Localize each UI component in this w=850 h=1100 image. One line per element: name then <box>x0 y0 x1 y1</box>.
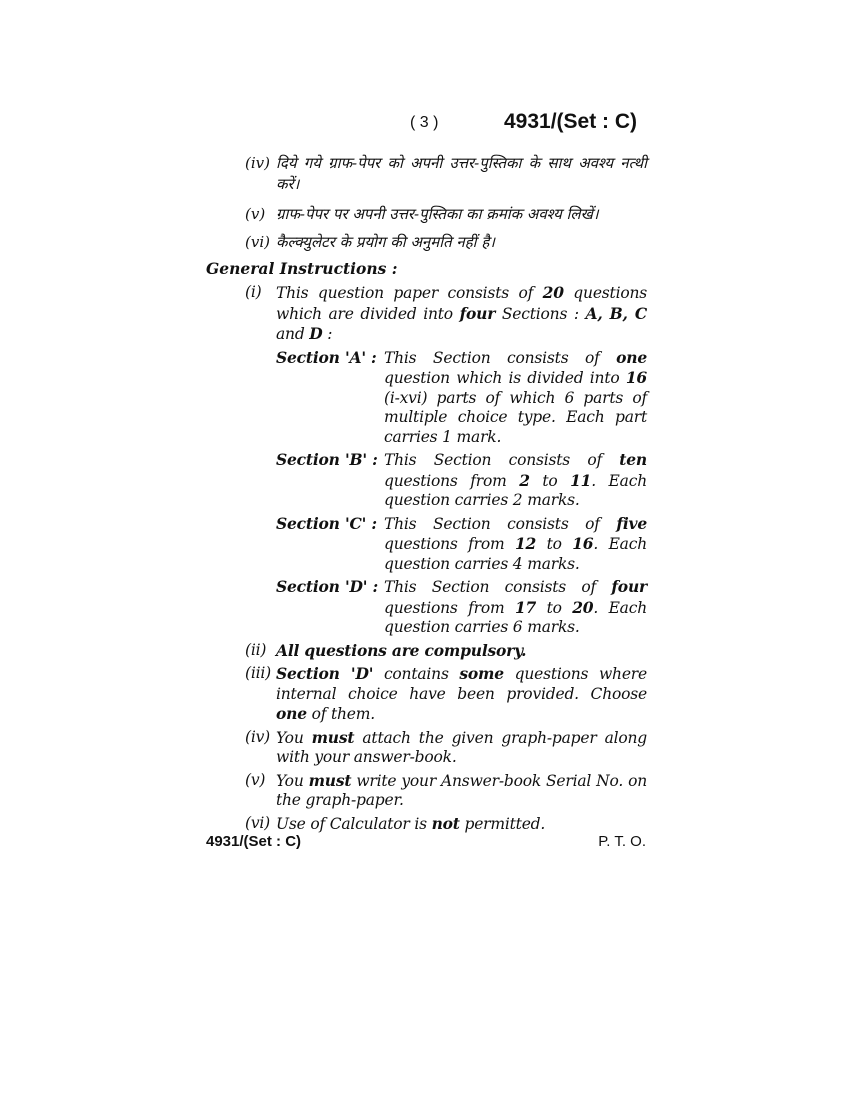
section-d-text: This Section consists of four questions from 17 to 20. Each question carries 6 marks. <box>384 577 647 636</box>
footer-set-code: 4931/(Set : C) <box>206 833 302 850</box>
hindi-instruction-vi <box>245 232 647 253</box>
section-c-description <box>276 514 647 575</box>
instruction-iii-number: (iii) <box>245 664 271 682</box>
instruction-ii <box>245 641 647 662</box>
instruction-iv <box>245 728 647 768</box>
hindi-instruction-iv-number: (iv) <box>245 154 270 172</box>
hindi-instruction-v <box>245 204 647 225</box>
hindi-instruction-vi-number: (vi) <box>245 233 270 251</box>
instruction-iv-text: You must attach the given graph-paper along with your answer-book. <box>276 727 647 766</box>
instruction-ii-number: (ii) <box>245 640 267 659</box>
section-a-text: This Section consists of one question which is divided into 16 (i-xvi) parts of which 6 parts of multiple choice type. Each part carries 1 mark. <box>384 347 647 446</box>
section-a-description <box>276 348 647 448</box>
hindi-instruction-v-number: (v) <box>245 205 266 223</box>
page-number: ( 3 ) <box>410 114 439 131</box>
section-b-description <box>276 450 647 511</box>
section-d-description <box>276 577 647 638</box>
instruction-iii <box>245 664 647 725</box>
instruction-vi-text: Use of Calculator is not permitted. <box>276 813 546 833</box>
footer-pto: P. T. O. <box>598 833 646 850</box>
instruction-iv-number: (iv) <box>245 727 271 746</box>
set-code-header: 4931/(Set : C) <box>504 110 638 133</box>
general-instructions-list <box>245 283 647 837</box>
instruction-i-text: This question paper consists of 20 questions which are divided into four Sections : A, B, C and D : <box>276 283 647 343</box>
section-a-label: Section 'A' : <box>276 347 377 367</box>
hindi-instruction-vi-text: कैल्क्युलेटर के प्रयोग की अनुमति नहीं है। <box>276 233 495 251</box>
instruction-v-text: You must write your Answer-book Serial No. on the graph-paper. <box>276 770 648 809</box>
hindi-instruction-iv-text: दिये गये ग्राफ-पेपर को अपनी उत्तर-पुस्तिका के साथ अवश्य नत्थी करें। <box>276 154 647 193</box>
section-c-text: This Section consists of five questions from 12 to 16. Each question carries 4 marks. <box>384 513 647 573</box>
instruction-v <box>245 771 647 811</box>
section-b-label: Section 'B' : <box>276 450 378 469</box>
section-b-text: This Section consists of ten questions from 2 to 11. Each question carries 2 marks. <box>384 450 647 509</box>
instruction-i <box>245 283 647 638</box>
instruction-vi <box>245 814 647 835</box>
general-instructions-heading: General Instructions : <box>206 259 398 278</box>
instruction-v-number: (v) <box>245 770 266 789</box>
hindi-instruction-iv <box>245 153 647 195</box>
hindi-instruction-v-text: ग्राफ-पेपर पर अपनी उत्तर-पुस्तिका का क्रमांक अवश्य लिखें। <box>276 205 599 223</box>
section-c-label: Section 'C' : <box>276 513 377 533</box>
section-d-label: Section 'D' : <box>276 577 378 596</box>
instruction-i-number: (i) <box>245 283 262 301</box>
instruction-vi-number: (vi) <box>245 813 271 832</box>
instruction-iii-text: Section 'D' contains some questions where internal choice have been provided. Choose one of them. <box>276 664 647 723</box>
instruction-ii-text: All questions are compulsory. <box>276 640 527 660</box>
